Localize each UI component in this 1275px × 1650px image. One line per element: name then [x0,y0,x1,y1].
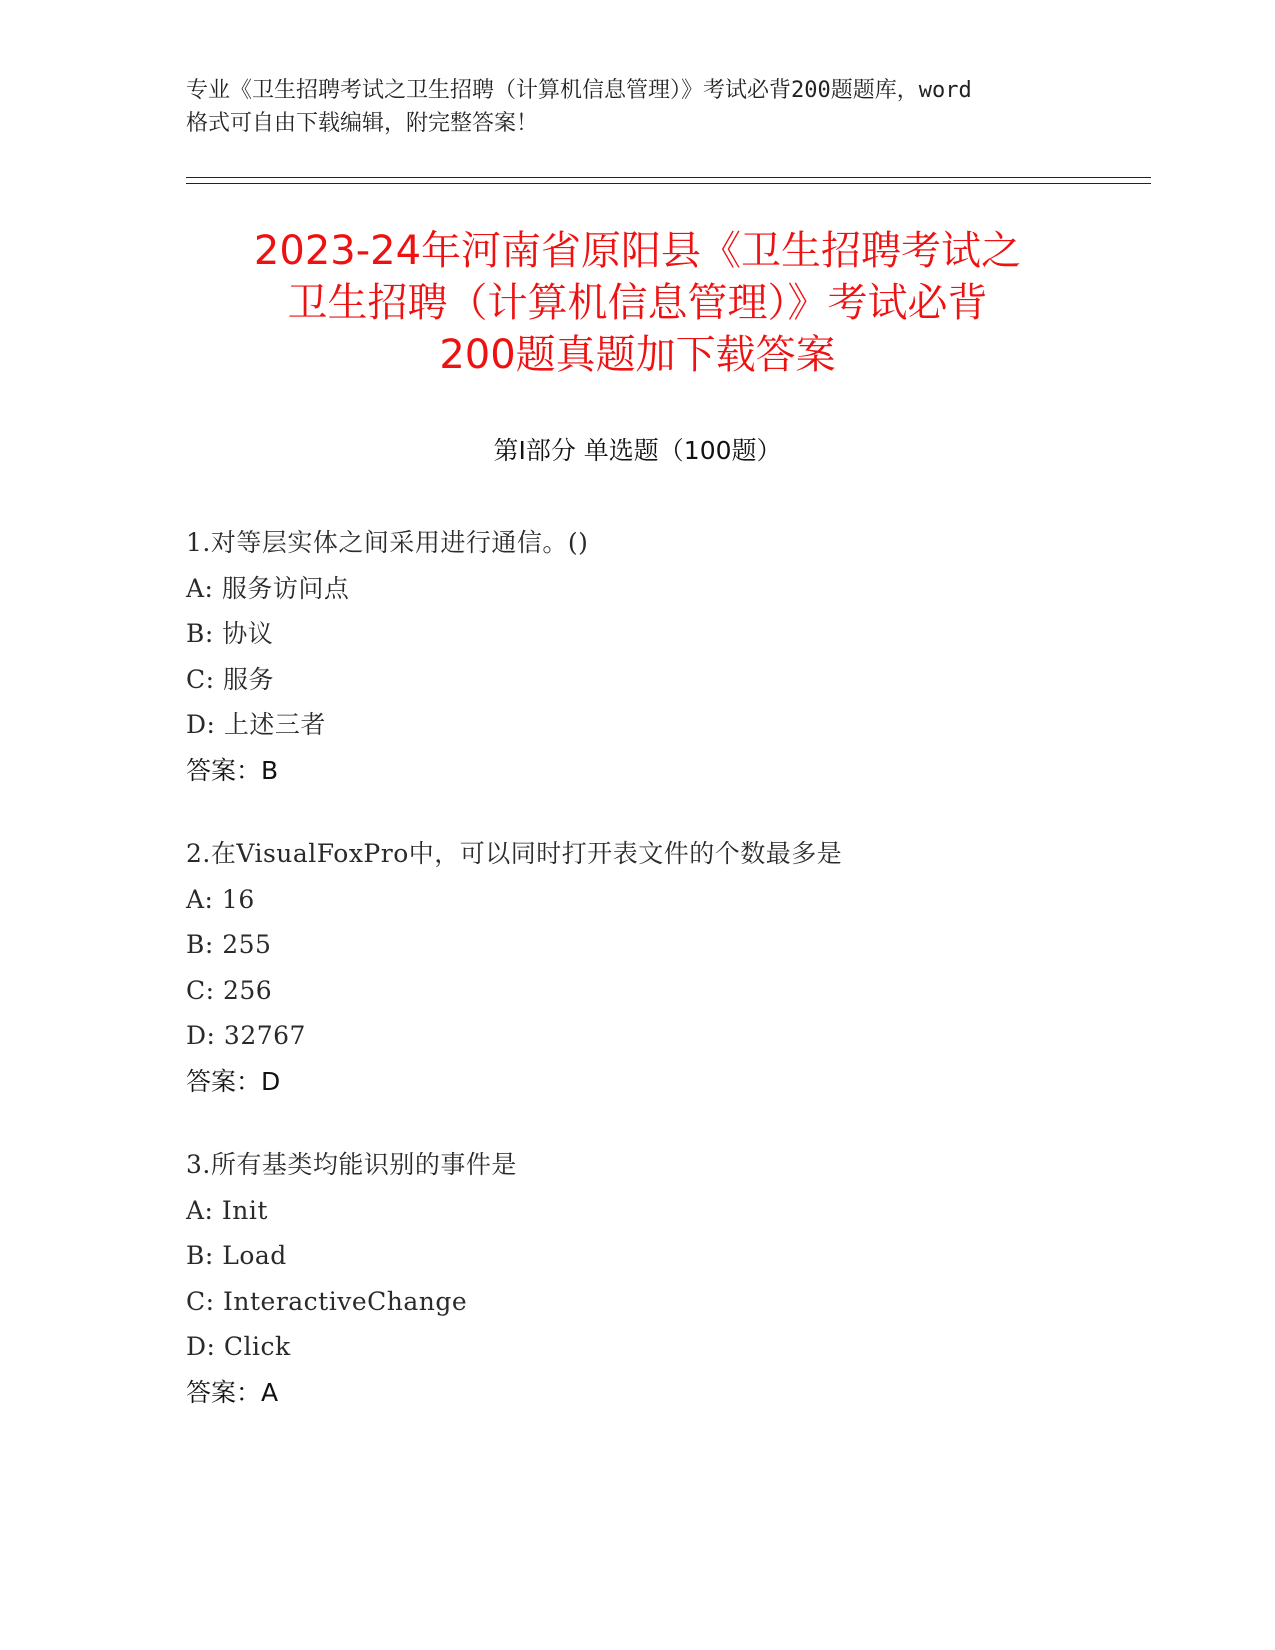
header-divider-top [186,177,1151,178]
question-list [186,520,1146,1453]
header-note-line-1: 专业《卫生招聘考试之卫生招聘（计算机信息管理）》考试必背200题题库，word [186,78,972,103]
section-heading: 第Ⅰ部分 单选题（100题） [493,436,782,465]
option-c: C: 256 [186,975,273,1005]
title-line-1: 2023-24年河南省原阳县《卫生招聘考试之 [253,228,1022,274]
answer-line: 答案：D [186,1066,281,1096]
option-b: B: 协议 [186,619,274,648]
title-line-3: 200题真题加下载答案 [439,332,836,378]
option-b: B: 255 [186,930,272,959]
question-stem: 2.在VisualFoxPro中，可以同时打开表文件的个数最多是 [186,839,843,868]
option-a: A: 16 [186,884,255,914]
header-note [186,74,1086,140]
option-a: A: Init [186,1195,268,1225]
answer-line: 答案：B [186,755,279,785]
question-stem: 1.对等层实体之间采用进行通信。() [186,528,589,557]
option-c: C: 服务 [186,664,274,694]
option-d: D: 32767 [186,1021,306,1050]
header-divider-bottom [186,183,1151,184]
option-d: D: 上述三者 [186,710,326,739]
question-item [186,520,1146,793]
document-title [160,225,1115,381]
question-item [186,1142,1146,1415]
option-d: D: Click [186,1332,291,1361]
question-item [186,831,1146,1104]
option-b: B: Load [186,1241,287,1270]
option-c: C: InteractiveChange [186,1286,468,1316]
header-note-line-2: 格式可自由下载编辑，附完整答案！ [186,111,539,136]
answer-line: 答案：A [186,1377,279,1407]
question-stem: 3.所有基类均能识别的事件是 [186,1150,517,1179]
option-a: A: 服务访问点 [186,573,350,603]
title-line-2: 卫生招聘（计算机信息管理）》考试必背 [287,280,988,326]
